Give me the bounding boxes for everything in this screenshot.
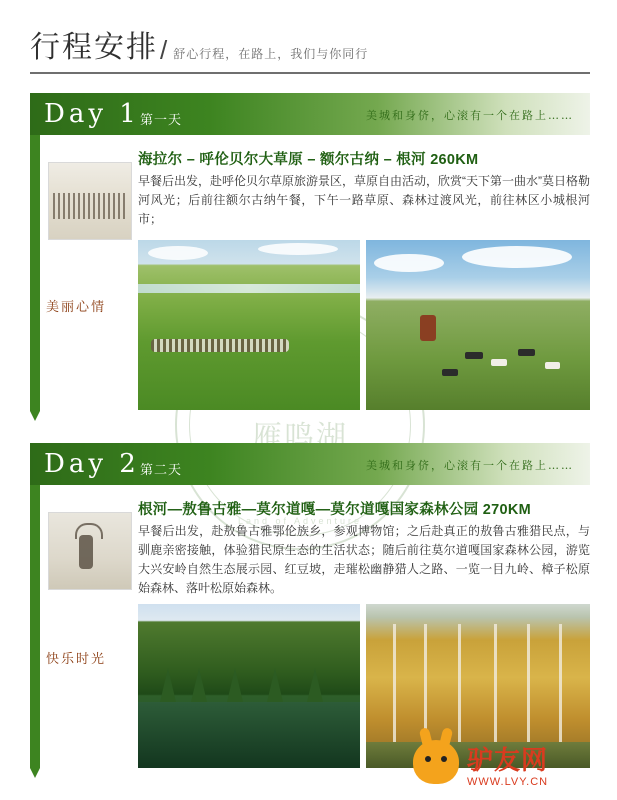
header-divider [30,72,590,74]
title-slash: / [160,35,168,65]
conifer-tree-shape [160,668,176,702]
day-rail-2 [30,485,40,768]
brand-name: 驴友网 [467,746,549,776]
birch-trunk-shape [458,624,461,745]
horse-rider-shape [420,315,436,341]
day-banner-1 [30,93,590,135]
photo-steppe-herd [138,240,360,410]
cattle-shape [545,362,560,369]
cattle-shape [465,352,483,359]
sketch-caption-2: 快乐时光 [46,652,107,667]
donkey-mascot-icon [413,740,459,784]
day-label-2: Day 2 [44,449,140,479]
cattle-shape [491,359,507,366]
sketch-caption-1: 美丽心情 [46,300,107,315]
day-motto-2: 美城和身侪，心滚有一个在路上…… [366,459,574,472]
conifer-tree-shape [307,668,323,702]
day-banner-2 [30,443,590,485]
cloud-shape [374,254,444,272]
reindeer-body-shape [79,535,93,569]
photo-forest-lake [138,604,360,768]
cloud-shape [462,246,572,268]
cloud-shape [258,243,338,255]
brand-url: WWW.LVY.CN [467,776,549,788]
sketch-thumb-1 [48,162,132,240]
route-description-2: 早餐后出发，赴敖鲁古雅鄂伦族乡，参观博物馆；之后赴真正的敖鲁古雅猎民点，与驯鹿亲密接触，体验猎民原生态的生活状态；随后前往莫尔道嘎国家森林公园，游览大兴安岭自然生态展示园、红豆坡，走璀松幽静猎人之路、一览一目九岭、樟子松原始森林、落叶松原始森林。 [138,524,590,595]
day-label-1: Day 1 [44,99,140,129]
route-title-1: 海拉尔 – 呼伦贝尔大草原 – 额尔古纳 – 根河 260KM [138,152,479,168]
cattle-shape [518,349,535,356]
conifer-tree-shape [191,668,207,702]
day-cn-label-1: 第一天 [140,112,183,127]
mascot-eye-right [441,756,447,762]
lake-water-shape [138,702,360,768]
page-subtitle: 舒心行程，在路上，我们与你同行 [173,47,369,61]
watermark-arc-bottom: Land of Adventure [237,516,363,526]
photo-pasture-rider [366,240,590,410]
watermark-center-text: 雁鸣湖 [252,420,348,455]
birch-trunk-shape [527,624,530,745]
birch-trunk-shape [494,624,497,745]
mascot-eye-left [425,756,431,762]
day-rail-arrow-2 [30,768,40,778]
page-title: 行程安排 [30,30,158,65]
conifer-tree-shape [227,668,243,702]
cloud-shape [148,246,208,260]
sketch-detail-1 [53,193,127,219]
river-shape [138,284,360,293]
cattle-shape [442,369,458,376]
day-rail-arrow-1 [30,411,40,421]
conifer-tree-shape [267,668,283,702]
day-motto-1: 美城和身侪，心滚有一个在路上…… [366,109,574,122]
route-description-1: 早餐后出发，赴呼伦贝尔草原旅游景区，草原自由活动，欣赏“天下第一曲水”莫日格勒河风光；后前往额尔古纳午餐，下午一路草原、森林过渡风光，前往林区小城根河市； [138,174,590,226]
page-header [30,22,590,70]
sketch-thumb-2 [48,512,132,590]
sheep-herd-shape [151,339,289,353]
route-title-2: 根河—敖鲁古雅—莫尔道嘎—莫尔道嘎国家森林公园 270KM [138,502,531,518]
birch-trunk-shape [559,624,562,745]
reindeer-antler-shape [75,523,103,539]
birch-trunk-shape [393,624,396,745]
site-logo[interactable] [413,738,603,790]
birch-trunk-shape [424,624,427,745]
day-cn-label-2: 第二天 [140,462,183,477]
day-rail-1 [30,135,40,411]
